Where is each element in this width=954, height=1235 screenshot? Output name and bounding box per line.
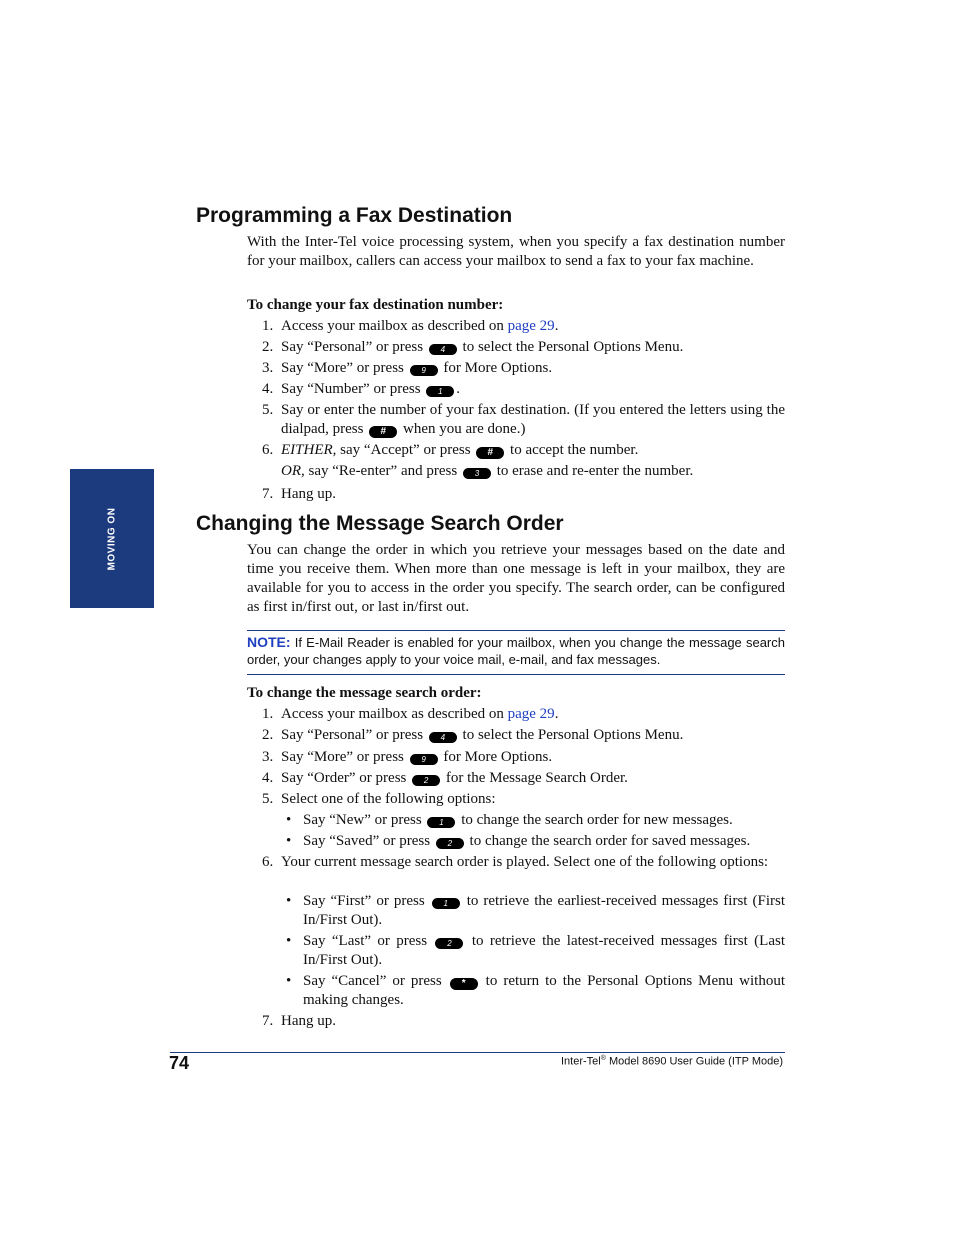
footer-title: Inter-Tel® Model 8690 User Guide (ITP Mode) [560,1055,783,1068]
key-4-icon: 4 [429,344,457,355]
note-text: If E-Mail Reader is enabled for your mailbox, when you change the message search order, your changes apply to your voice mail, e-mail, and fax messages. [247,635,785,667]
page-link[interactable]: page 29 [507,706,555,722]
key-1-icon: 1 [432,898,460,909]
note-label: NOTE: [247,634,291,650]
section-intro-fax: With the Inter-Tel voice processing system, when you specify a fax destination number for your mailbox, callers can access your mailbox to send a fax to your fax machine. [247,234,785,269]
key-hash-icon: # [476,447,504,459]
key-3-icon: 3 [463,468,491,479]
section-heading-fax: Programming a Fax Destination [196,204,513,227]
key-4-icon: 4 [429,732,457,743]
note-box [247,630,785,675]
side-tab-label: MOVING ON [106,507,118,570]
key-2-icon: 2 [435,938,463,949]
page-link[interactable]: page 29 [507,318,555,334]
key-star-icon: * [450,978,478,990]
footer-divider [170,1052,785,1053]
key-hash-icon: # [369,426,397,438]
side-tab [70,469,154,608]
key-2-icon: 2 [436,838,464,849]
key-2-icon: 2 [412,775,440,786]
key-1-icon: 1 [426,386,454,397]
key-1-icon: 1 [427,817,455,828]
procedure-title-fax: To change your fax destination number: [247,297,504,313]
procedure-title-search: To change the message search order: [247,685,482,701]
section-heading-search-order: Changing the Message Search Order [196,512,564,535]
key-9-icon: 9 [410,365,438,376]
page-number: 74 [169,1053,190,1073]
key-9-icon: 9 [410,754,438,765]
section-intro-search-order: You can change the order in which you retrieve your messages based on the date and time you receive them. When more than one message is left in your mailbox, they are available for you to access in the order you specify. The search order, can be configured as first in/first out, or last in/first out. [247,542,785,615]
